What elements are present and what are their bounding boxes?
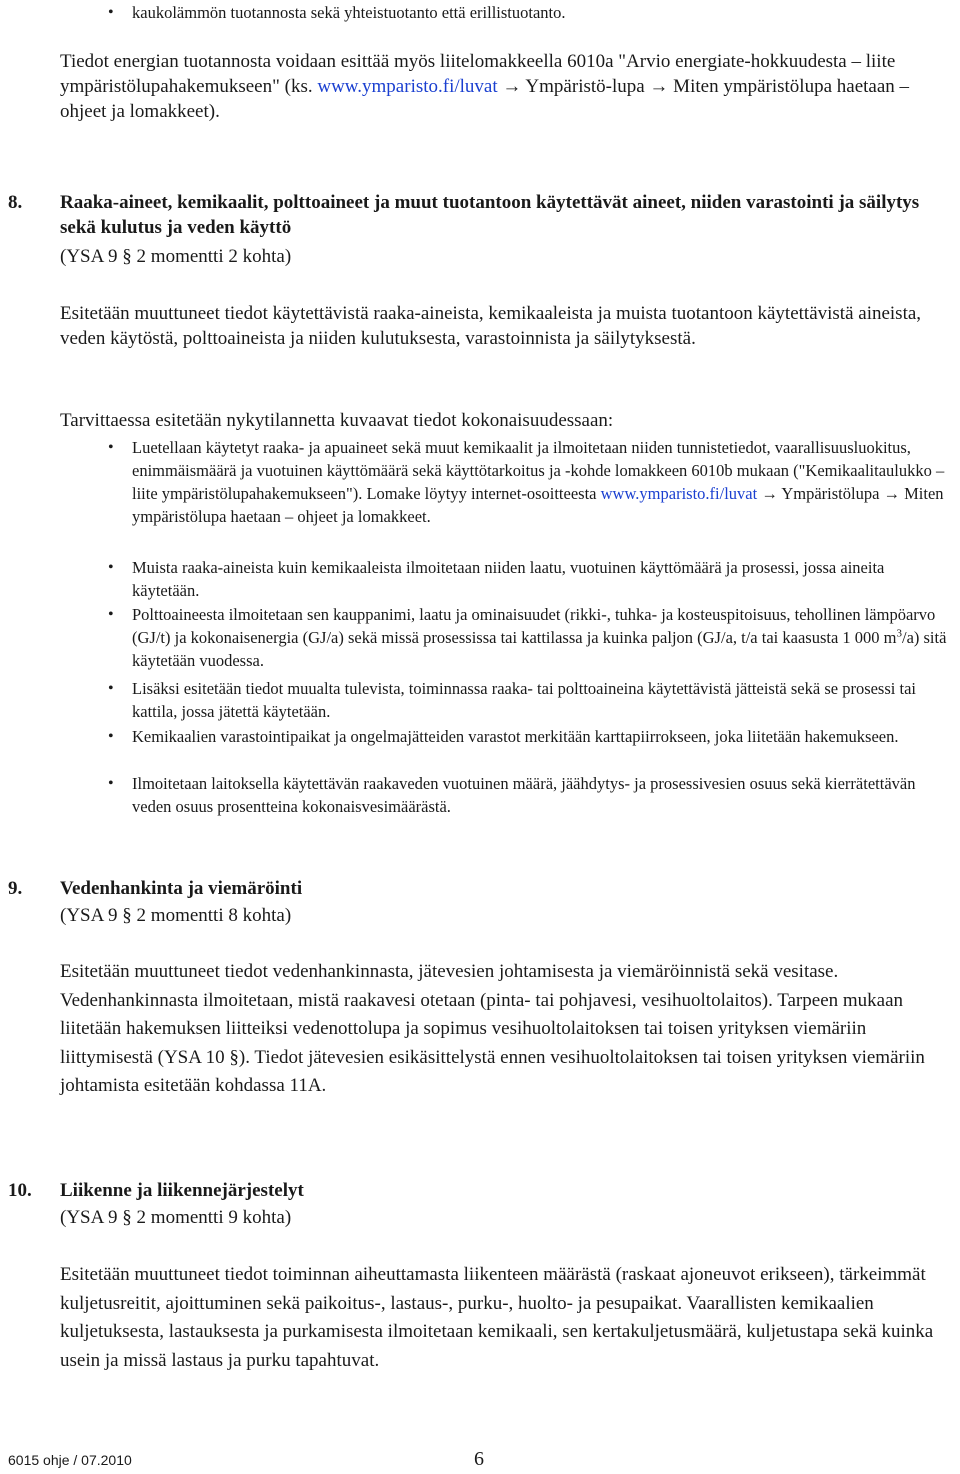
- section-8-bullet-3: Polttoaineesta ilmoitetaan sen kauppanimi, laatu ja ominaisuudet (rikki-, tuhka- ja kosteuspitoisuus, tehollinen lämpöarvo (GJ/t) ja kokonaisenergia (GJ/a) sekä missä prosessissa tai kattilassa ja kuinka paljon (GJ/a, t/a tai kaasusta 1 000 $m^3/a$) sitä käytetään vuodessa.: [132, 605, 947, 670]
- section-10-title: Liikenne ja liikennejärjestelyt: [60, 1180, 304, 1201]
- bullet-icon: •: [108, 775, 114, 792]
- section-10-reference: (YSA 9 § 2 momentti 9 kohta): [60, 1207, 292, 1228]
- section-9-title: Vedenhankinta ja viemäröinti: [60, 878, 303, 899]
- page-number: 6: [474, 1448, 484, 1470]
- ymparisto-link[interactable]: www.ymparisto.fi/luvat: [317, 76, 498, 97]
- intro-paragraph: Tiedot energian tuotannosta voidaan esittää myös liitelomakkeella 6010a "Arvio energiate-hokkuudesta – liite ympäristölupahakemukseen" (ks. www.ymparisto.fi/luvat → Ympäristö-lupa → Miten ympäristölupa haetaan – ohjeet ja lomakkeet).: [60, 51, 910, 122]
- bullet-icon: •: [108, 4, 114, 21]
- section-9-paragraph: Esitetään muuttuneet tiedot vedenhankinnasta, jätevesien johtamisesta ja viemäröinnistä sekä vesitase. Vedenhankinnasta ilmoitetaan, mistä raakavesi otetaan (pinta- tai pohjavesi, vesihuoltolaitos). Tarpeen mukaan liitetään hakemuksen liitteiksi vedenottolupa ja sopimus vesihuoltolaitoksen tai toisen yrityksen viemäriin liittymisestä (YSA 10 §). Tiedot jätevesien esikäsittelystä ennen vesihuoltolaitoksen tai toisen yrityksen viemäriin johtamista esitetään kohdassa 11A.: [60, 961, 925, 1096]
- footer-form-code: 6015 ohje / 07.2010: [8, 1452, 132, 1468]
- bullet-icon: •: [108, 606, 114, 623]
- section-10-paragraph: Esitetään muuttuneet tiedot toiminnan aiheuttamasta liikenteen määrästä (raskaat ajoneuvot erikseen), tärkeimmät kuljetusreitit, ajoittuminen sekä paikoitus-, lastaus-, purku-, huolto- ja pesupaikat. Vaarallisten kemikaalien kuljetuksesta, lastauksesta ja purkamisesta ilmoitetaan kemikaali, sen kertakuljetusmäärä, kuljetustapa sekä kuinka usein ja missä lastaus ja purku tapahtuvat.: [60, 1264, 934, 1371]
- section-8-paragraph-2: Tarvittaessa esitetään nykytilannetta kuvaavat tiedot kokonaisuudessaan:: [60, 410, 614, 431]
- top-bullet-text: kaukolämmön tuotannosta sekä yhteistuotanto että erillistuotanto.: [132, 3, 566, 22]
- section-8-bullet-2: Muista raaka-aineista kuin kemikaaleista ilmoitetaan niiden laatu, vuotuinen käyttömäärä ja prosessi, jossa aineita käytetään.: [132, 558, 885, 600]
- section-8-paragraph-1: Esitetään muuttuneet tiedot käytettävistä raaka-aineista, kemikaaleista ja muista tuotantoon käytettävistä aineista, veden käytöstä, polttoaineista ja niiden kulutuksesta, varastoinnista ja säilytyksestä.: [60, 303, 922, 349]
- section-8-bullet-4: Lisäksi esitetään tiedot muualta tulevista, toiminnassa raaka- tai polttoaineina käytettävistä jätteistä sekä se prosessi tai kattila, jossa jätettä käytetään.: [132, 679, 916, 721]
- section-9-reference: (YSA 9 § 2 momentti 8 kohta): [60, 905, 292, 926]
- bullet-icon: •: [108, 559, 114, 576]
- ymparisto-link[interactable]: www.ymparisto.fi/luvat: [600, 484, 758, 503]
- section-8-reference: (YSA 9 § 2 momentti 2 kohta): [60, 246, 292, 267]
- bullet-icon: •: [108, 680, 114, 697]
- section-9-number: 9.: [8, 878, 23, 899]
- section-8-bullet-6: Ilmoitetaan laitoksella käytettävän raakaveden vuotuinen määrä, jäähdytys- ja prosessivesien osuus sekä kierrätettävän veden osuus prosentteina kokonaisvesimäärästä.: [132, 774, 916, 816]
- section-8-number: 8.: [8, 192, 23, 213]
- bullet-icon: •: [108, 728, 114, 745]
- section-8-title: Raaka-aineet, kemikaalit, polttoaineet ja muut tuotantoon käytettävät aineet, niiden varastointi ja säilytys sekä kulutus ja veden käyttö: [60, 192, 920, 238]
- bullet-icon: •: [108, 439, 114, 456]
- section-10-number: 10.: [8, 1180, 32, 1201]
- section-8-bullet-5: Kemikaalien varastointipaikat ja ongelmajätteiden varastot merkitään karttapiirrokseen, joka liitetään hakemukseen.: [132, 727, 899, 746]
- section-8-bullet-1: Luetellaan käytetyt raaka- ja apuaineet sekä muut kemikaalit ja ilmoitetaan niiden tunnistetiedot, vaarallisuusluokitus, enimmäismäärä ja vuotuinen käyttömäärä sekä käyttötarkoitus ja -kohde lomakkeen 6010b mukaan ("Kemikaalitaulukko – liite ympäristölupahakemukseen"). Lomake löytyy internet-osoitteesta www.ymparisto.fi/luvat → Ympäristölupa → Miten ympäristölupa haetaan – ohjeet ja lomakkeet.: [132, 438, 945, 526]
